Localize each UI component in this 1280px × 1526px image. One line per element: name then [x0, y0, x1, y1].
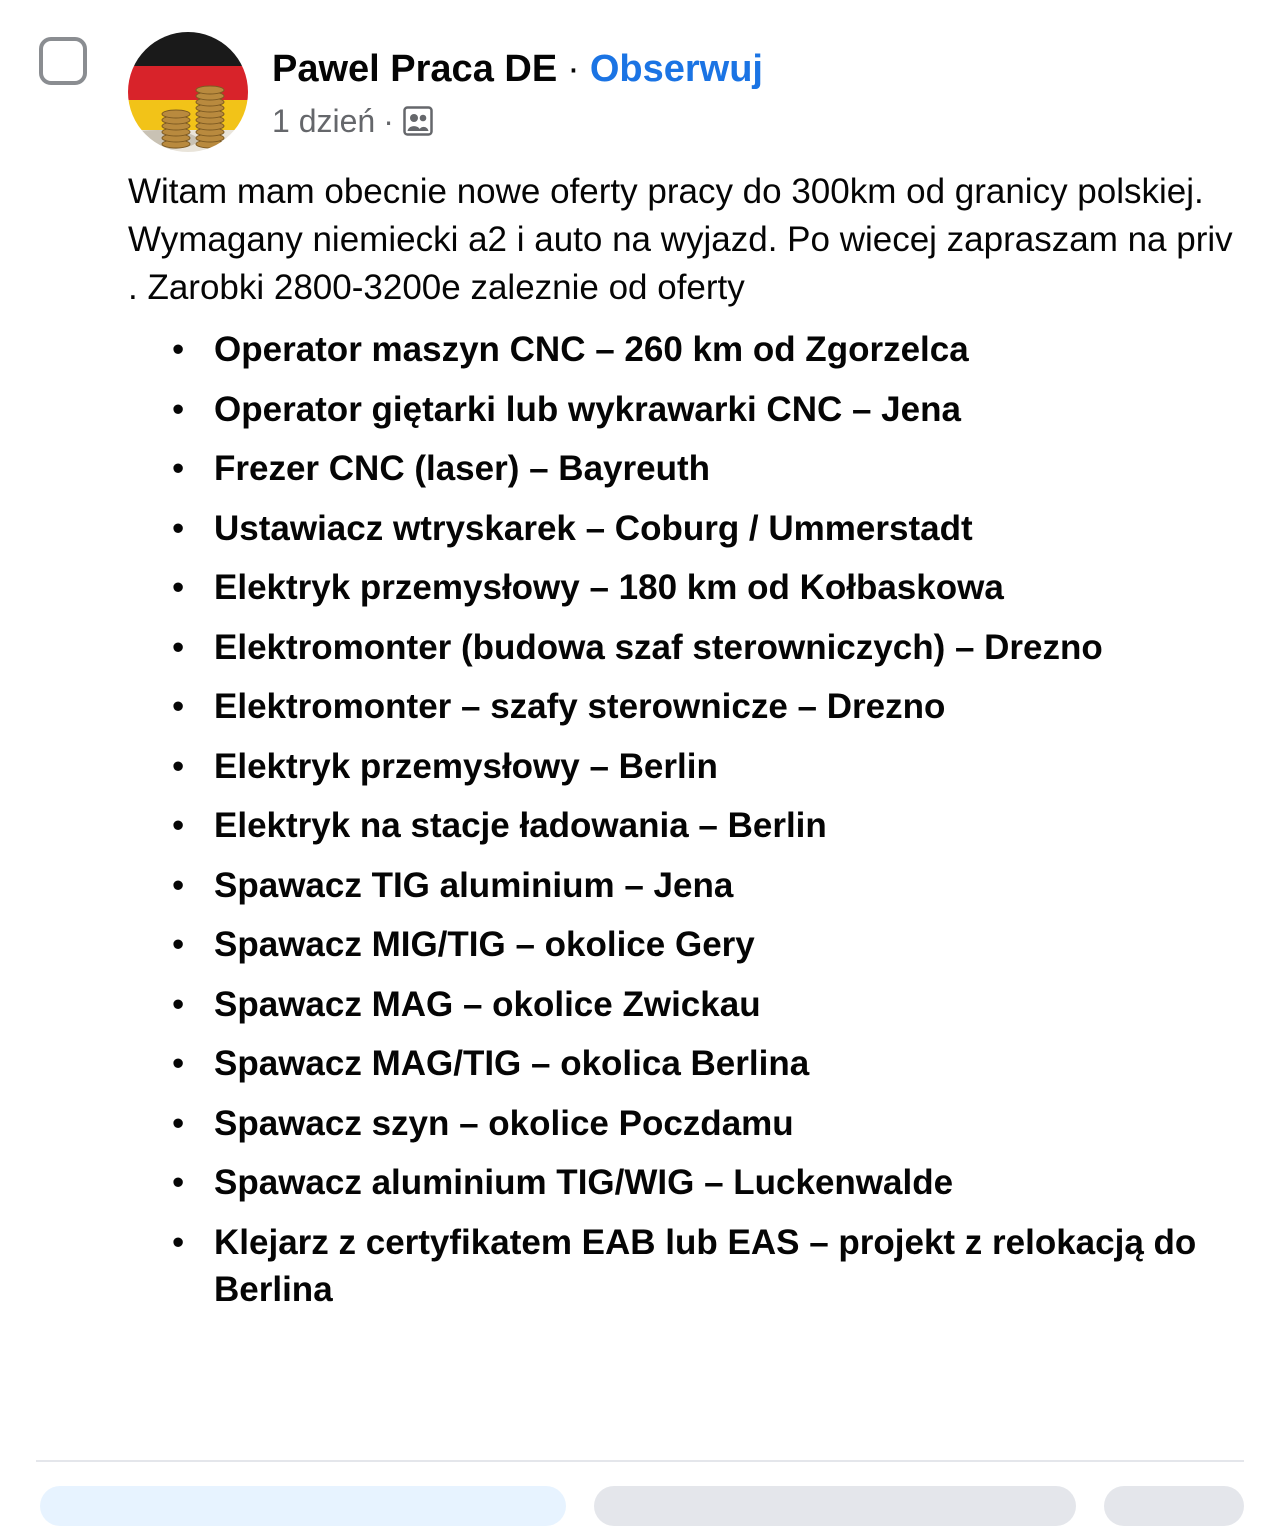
- bullet-point: •: [172, 330, 185, 369]
- job-offer-item: [128, 802, 1248, 850]
- job-offer-item: [128, 981, 1248, 1029]
- bullet-point: •: [172, 746, 185, 786]
- bullet-point: •: [172, 865, 185, 905]
- bullet-point: •: [172, 449, 185, 488]
- job-offer-text: Spawacz MIG/TIG – okolice Gery: [214, 925, 755, 964]
- bullet-point: •: [172, 568, 185, 607]
- avatar[interactable]: [128, 32, 248, 152]
- bullet-point: •: [172, 389, 185, 429]
- post-body: [128, 168, 1248, 1326]
- job-offer-item: [128, 505, 1248, 553]
- job-offer-item: [128, 624, 1248, 672]
- avatar-image: [128, 32, 248, 152]
- job-offer-item: [128, 1100, 1248, 1148]
- job-offer-text: Spawacz MAG/TIG – okolica Berlina: [214, 1044, 810, 1083]
- bullet-point: •: [172, 925, 185, 964]
- job-offer-item: [128, 743, 1248, 791]
- bullet-point: •: [172, 1222, 185, 1262]
- post-meta: [272, 100, 434, 142]
- job-offer-text: Elektryk przemysłowy – 180 km od Kołbaskowa: [214, 568, 1004, 607]
- job-offer-item: [128, 1040, 1248, 1088]
- job-offers-list: [128, 326, 1248, 1314]
- job-offer-item: [128, 386, 1248, 434]
- job-offer-item: [128, 564, 1248, 612]
- group-icon: [402, 105, 434, 137]
- job-offer-text: Spawacz aluminium TIG/WIG – Luckenwalde: [214, 1163, 954, 1202]
- job-offer-text: Operator giętarki lub wykrawarki CNC – Jena: [214, 389, 961, 429]
- bullet-point: •: [172, 508, 185, 548]
- job-offer-item: [128, 445, 1248, 493]
- bullet-point: •: [172, 687, 185, 726]
- separator-dot: ·: [567, 47, 580, 90]
- job-offer-text: Klejarz z certyfikatem EAB lub EAS – projekt z relokacją do Berlina: [214, 1222, 1197, 1309]
- bullet-point: •: [172, 627, 185, 667]
- bullet-point: •: [172, 806, 185, 845]
- bullet-point: •: [172, 1044, 185, 1083]
- job-offer-text: Spawacz MAG – okolice Zwickau: [214, 984, 761, 1024]
- job-offer-text: Operator maszyn CNC – 260 km od Zgorzelca: [214, 330, 969, 369]
- divider: [36, 1460, 1244, 1462]
- action-button-more[interactable]: [1104, 1486, 1244, 1526]
- meta-separator: ·: [383, 102, 394, 139]
- job-offer-text: Frezer CNC (laser) – Bayreuth: [214, 449, 710, 488]
- job-offer-item: [128, 1219, 1248, 1314]
- job-offer-item: [128, 921, 1248, 969]
- job-offer-item: [128, 326, 1248, 374]
- job-offer-text: Elektromonter (budowa szaf sterowniczych) – Drezno: [214, 627, 1103, 667]
- job-offer-text: Spawacz szyn – okolice Poczdamu: [214, 1103, 794, 1143]
- post-intro-text: Witam mam obecnie nowe oferty pracy do 300km od granicy polskiej. Wymagany niemiecki a2 i auto na wyjazd. Po wiecej zapraszam na priv . Zarobki 2800-3200e zaleznie od oferty: [128, 172, 1233, 307]
- post-time[interactable]: 1 dzień: [272, 102, 376, 139]
- bullet-point: •: [172, 984, 185, 1024]
- job-offer-text: Elektryk przemysłowy – Berlin: [214, 746, 718, 786]
- job-offer-item: [128, 683, 1248, 731]
- job-offer-text: Elektryk na stacje ładowania – Berlin: [214, 806, 827, 845]
- action-button-secondary[interactable]: [594, 1486, 1076, 1526]
- select-checkbox[interactable]: [39, 37, 87, 85]
- job-offer-text: Ustawiacz wtryskarek – Coburg / Ummerstadt: [214, 508, 973, 548]
- bullet-point: •: [172, 1163, 185, 1202]
- action-button-primary[interactable]: [40, 1486, 566, 1526]
- author-name[interactable]: Pawel Praca DE: [272, 47, 558, 90]
- job-offer-text: Elektromonter – szafy sterownicze – Drezno: [214, 687, 946, 726]
- post-header: [272, 44, 763, 94]
- follow-button[interactable]: Obserwuj: [589, 47, 763, 90]
- bullet-point: •: [172, 1103, 185, 1143]
- job-offer-text: Spawacz TIG aluminium – Jena: [214, 865, 734, 905]
- job-offer-item: [128, 1159, 1248, 1207]
- job-offer-item: [128, 862, 1248, 910]
